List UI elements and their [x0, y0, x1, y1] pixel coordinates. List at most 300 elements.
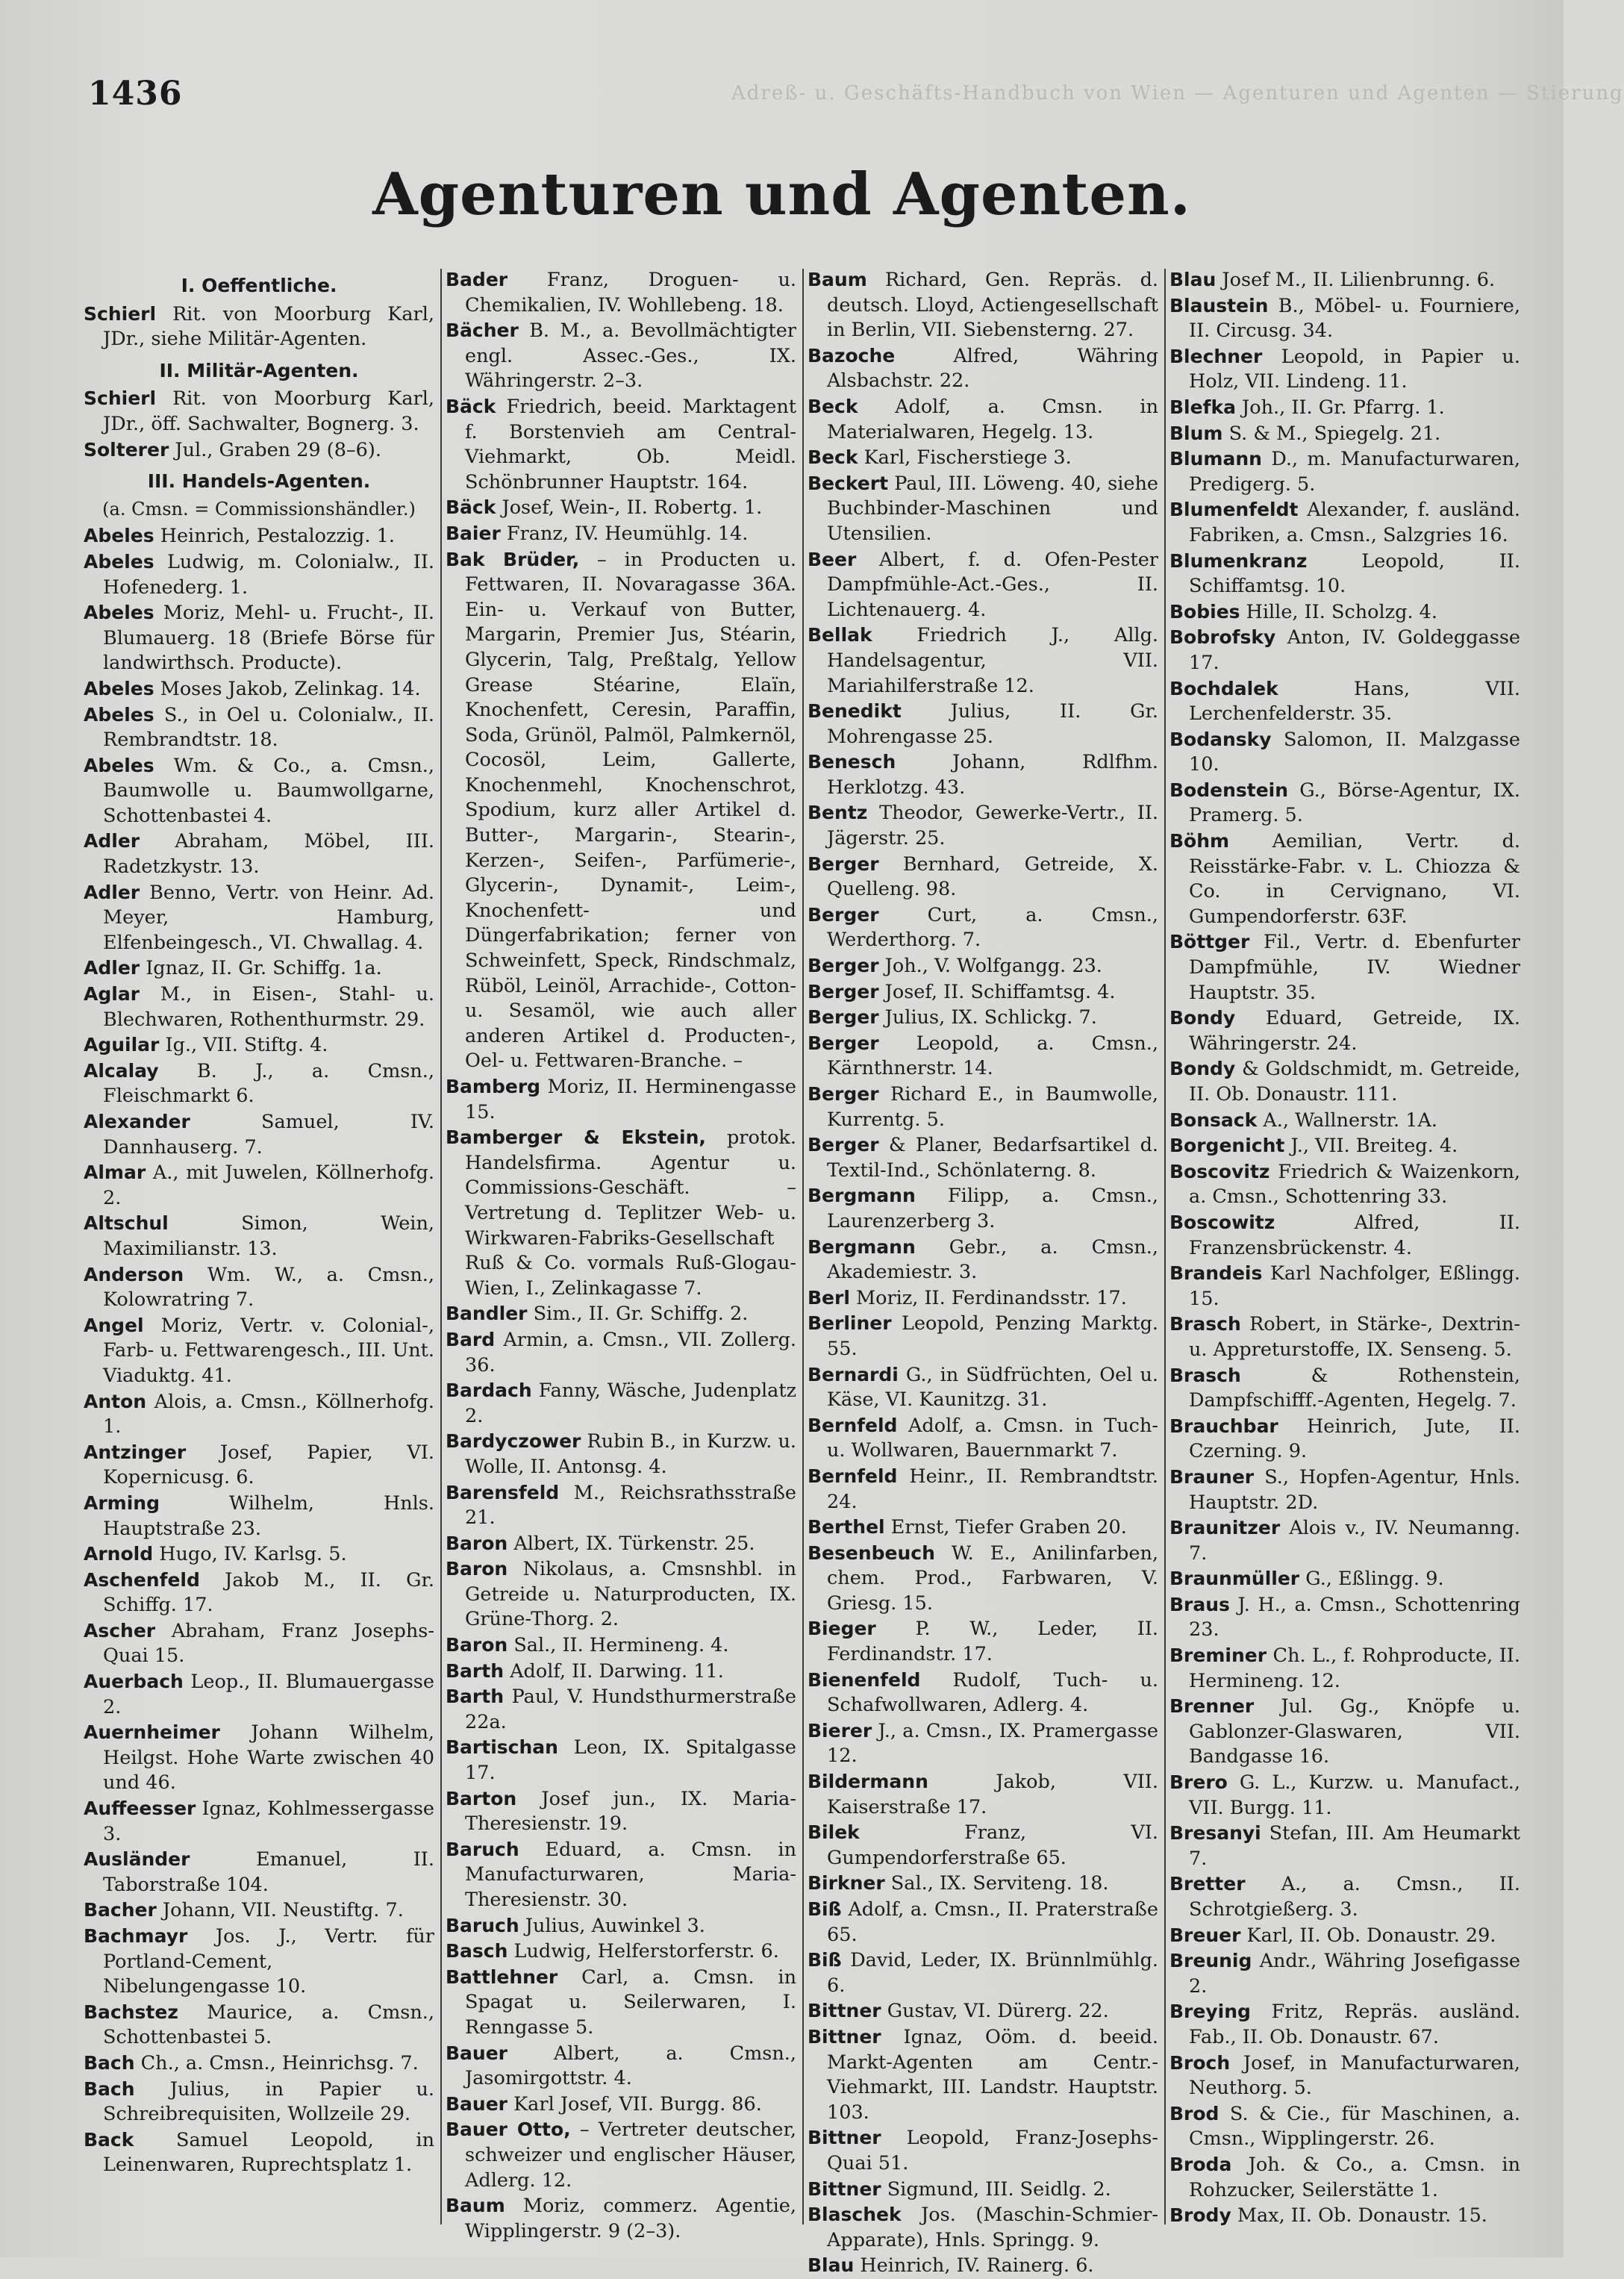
- directory-entry: [1169, 1133, 1520, 1159]
- entry-name: Beckert: [808, 472, 889, 494]
- entry-details: Franz, IV. Heumühlg. 14.: [500, 522, 749, 545]
- entry-details: B., Möbel- u. Fourniere, II. Circusg. 34.: [1189, 294, 1520, 343]
- directory-entry: [808, 699, 1158, 749]
- entry-details: Josef, Wein-, II. Robertg. 1.: [496, 496, 763, 520]
- entry-details: Paul, V. Hundsthurmerstraße 22a.: [465, 1686, 796, 1733]
- entry-details: Joh., II. Gr. Pfarrg. 1.: [1235, 396, 1445, 419]
- directory-entry: [808, 1769, 1158, 1820]
- directory-entry: [84, 1541, 434, 1568]
- entry-name: Bonsack: [1169, 1109, 1258, 1131]
- entry-name: Blumann: [1169, 448, 1262, 470]
- entry-name: Broda: [1169, 2153, 1232, 2175]
- entry-details: Salomon, II. Malzgasse 10.: [1189, 728, 1520, 776]
- directory-entry: [84, 1568, 434, 1618]
- directory-entry: [84, 982, 434, 1032]
- entry-name: Bäck: [446, 395, 496, 417]
- entry-name: Brauner: [1169, 1465, 1255, 1488]
- entry-name: Barth: [446, 1686, 505, 1708]
- entry-details: Sal., IX. Serviteng. 18.: [884, 1872, 1109, 1895]
- directory-entry: [446, 1633, 796, 1659]
- entry-name: Arnold: [84, 1543, 154, 1565]
- entry-name: Breuer: [1169, 1924, 1241, 1946]
- directory-entry: [808, 1871, 1158, 1897]
- directory-entry: [1169, 1999, 1520, 2050]
- entry-name: Baier: [446, 522, 501, 544]
- directory-entry: [1169, 1465, 1520, 1515]
- entry-name: Beck: [808, 395, 858, 417]
- entry-name: Abeles: [84, 525, 154, 547]
- directory-entry: [1169, 1006, 1520, 1056]
- directory-entry: [1169, 778, 1520, 829]
- directory-entry: [446, 2193, 796, 2244]
- entry-details: Fritz, Repräs. ausländ. Fab., II. Ob. Donaustr. 67.: [1189, 2001, 1520, 2048]
- entry-details: Robert, in Stärke-, Dextrin- u. Appreturstoffe, IX. Senseng. 5.: [1189, 1313, 1520, 1361]
- entry-details: D., m. Manufacturwaren, Predigerg. 5.: [1189, 448, 1520, 496]
- directory-entry: [1169, 1515, 1520, 1566]
- directory-entry: [84, 1032, 434, 1059]
- directory-entry: [808, 1897, 1158, 1948]
- entry-details: Franz, VI. Gumpendorferstraße 65.: [827, 1821, 1158, 1869]
- entry-details: Johann Wilhelm, Heilgst. Hohe Warte zwischen 40 und 46.: [103, 1721, 434, 1795]
- entry-name: Berger: [808, 980, 879, 1003]
- entry-details: J., VII. Breiteg. 4.: [1284, 1135, 1458, 1158]
- entry-details: G., Börse-Agentur, IX. Pramerg. 5.: [1189, 779, 1520, 827]
- directory-entry: [1169, 2051, 1520, 2101]
- directory-entry: [1169, 676, 1520, 727]
- directory-entry: [808, 1515, 1158, 1541]
- directory-entry: [808, 2125, 1158, 2176]
- entry-name: Biß: [808, 1898, 842, 1920]
- directory-entry: [1169, 599, 1520, 626]
- directory-entry: [1169, 1108, 1520, 1134]
- entry-details: Rit. von Moorburg Karl, JDr., siehe Militär-Agenten.: [103, 302, 434, 351]
- directory-entry: [808, 267, 1158, 343]
- entry-name: Abeles: [84, 550, 154, 573]
- entry-name: Altschul: [84, 1212, 169, 1235]
- entry-name: Bondy: [1169, 1058, 1236, 1080]
- entry-name: Baum: [808, 269, 867, 290]
- directory-entry: [808, 471, 1158, 547]
- directory-entry: [84, 1491, 434, 1541]
- entry-name: Brod: [1169, 2102, 1219, 2124]
- directory-entry: [1169, 1821, 1520, 1871]
- entry-name: Antzinger: [84, 1441, 187, 1463]
- directory-entry: [1169, 1414, 1520, 1465]
- entry-name: Berliner: [808, 1312, 892, 1335]
- entry-details: Carl, a. Cmsn. in Spagat u. Seilerwaren, I. Renngasse 5.: [465, 1965, 796, 2039]
- directory-entry: [1169, 727, 1520, 778]
- entry-name: Bacher: [84, 1899, 157, 1921]
- entry-details: Karl Josef, VII. Burgg. 86.: [508, 2092, 762, 2116]
- directory-entry: [1169, 497, 1520, 548]
- entry-name: Berger: [808, 903, 879, 926]
- entry-details: Wilhelm, Hnls. Hauptstraße 23.: [103, 1491, 434, 1540]
- entry-name: Abeles: [84, 703, 154, 726]
- entry-details: Hille, II. Scholzg. 4.: [1240, 600, 1437, 623]
- directory-entry: [84, 2051, 434, 2077]
- entry-details: W. E., Anilinfarben, chem. Prod., Farbwaren, V. Griesg. 15.: [827, 1541, 1158, 1615]
- entry-name: Bittner: [808, 2025, 881, 2048]
- directory-entry: [808, 1464, 1158, 1515]
- directory-entry: [84, 2077, 434, 2127]
- directory-entry: [84, 1924, 434, 2000]
- directory-entry: [446, 1531, 796, 1557]
- entry-name: Bondy: [1169, 1007, 1236, 1029]
- directory-entry: [1169, 395, 1520, 421]
- directory-entry: [446, 1378, 796, 1429]
- entry-name: Basch: [446, 1940, 508, 1962]
- entry-details: Ignaz, Kohlmessergasse 3.: [103, 1798, 434, 1845]
- entry-name: Bardyczower: [446, 1430, 581, 1453]
- entry-name: Breminer: [1169, 1644, 1267, 1667]
- entry-name: Brody: [1169, 2204, 1231, 2227]
- directory-entry: [446, 1301, 796, 1327]
- entry-name: Aguilar: [84, 1034, 160, 1056]
- directory-entry: [446, 1074, 796, 1125]
- entry-name: Besenbeuch: [808, 1541, 935, 1564]
- entry-details: & Goldschmidt, m. Getreide, II. Ob. Donaustr. 111.: [1189, 1058, 1520, 1106]
- entry-details: Fanny, Wäsche, Judenplatz 2.: [465, 1379, 796, 1427]
- entry-details: Ch., a. Cmsn., Heinrichsg. 7.: [134, 2051, 419, 2074]
- entry-details: Bernhard, Getreide, X. Quelleng. 98.: [827, 852, 1158, 901]
- entry-details: J. H., a. Cmsn., Schottenring 23.: [1189, 1593, 1520, 1642]
- directory-entry: [446, 1913, 796, 1939]
- entry-details: Albert, IX. Türkenstr. 25.: [508, 1532, 755, 1555]
- directory-entry: [84, 1898, 434, 1924]
- entry-details: Ch. L., f. Rohproducte, II. Hermineng. 12.: [1189, 1644, 1520, 1692]
- directory-entry: [446, 1480, 796, 1531]
- directory-entry: [1169, 1643, 1520, 1694]
- entry-details: Sal., II. Hermineng. 4.: [508, 1634, 729, 1657]
- entry-details: A., mit Juwelen, Köllnerhofg. 2.: [103, 1162, 434, 1209]
- entry-name: Bachstez: [84, 2001, 178, 2023]
- entry-name: Adler: [84, 957, 140, 979]
- entry-details: Friedrich & Waizenkorn, a. Cmsn., Schottenring 33.: [1189, 1160, 1520, 1209]
- entry-name: Bobies: [1169, 600, 1240, 623]
- entry-details: Gebr., a. Cmsn., Akademiestr. 3.: [827, 1235, 1158, 1284]
- entry-name: Almar: [84, 1162, 146, 1184]
- entry-name: Böttger: [1169, 931, 1250, 953]
- entry-details: Joh., V. Wolfgangg. 23.: [878, 955, 1102, 978]
- directory-entry: [1169, 293, 1520, 344]
- entry-details: – in Producten u. Fettwaren, II. Novaragasse 36A. Ein- u. Verkauf von Butter, Margarin, Premier Jus, Stéarin, Glycerin, Talg, Preßtalg, Yellow Grease Stéarine, Elaïn, Knochenfett, Ceresin, Paraffin, Soda, Grünöl, Palmöl, Palmkernöl, Cocosöl, Leim, Gallerte, Knochenmehl, Knochenschrot, Spodium, kurz aller Artikel d. Butter-, Margarin-, Stearin-, Kerzen-, Seifen-, Parfümerie-, Glycerin-, Dynamit-, Leim-, Knochenfett- und Düngerfabrikation; ferner von Schweinfett, Speck, Rindschmalz, Rüböl, Leinöl, Arrachide-, Cotton- u. Sesamöl, wie auch aller anderen Artikel d. Producten-, Oel- u. Fettwaren-Branche. –: [465, 548, 796, 1073]
- entry-name: Ausländer: [84, 1848, 190, 1871]
- entry-name: Bardach: [446, 1379, 532, 1402]
- entry-details: Wm. & Co., a. Cmsn., Baumwolle u. Baumwollgarne, Schottenbastei 4.: [103, 754, 434, 827]
- directory-entry: [84, 2000, 434, 2051]
- entry-name: Benedikt: [808, 700, 902, 723]
- entry-name: Bobrofsky: [1169, 626, 1276, 649]
- entry-name: Bamberg: [446, 1076, 541, 1097]
- entry-details: Maurice, a. Cmsn., Schottenbastei 5.: [103, 2001, 434, 2049]
- entry-details: Filipp, a. Cmsn., Laurenzerberg 3.: [827, 1185, 1158, 1232]
- entry-details: Moriz, II. Ferdinandsstr. 17.: [849, 1286, 1127, 1309]
- entry-name: Barth: [446, 1659, 505, 1682]
- directory-entry: [84, 1618, 434, 1669]
- entry-name: Bard: [446, 1328, 496, 1350]
- directory-entry: [808, 1413, 1158, 1464]
- entry-name: Blechner: [1169, 345, 1263, 367]
- directory-entry: [1169, 2101, 1520, 2152]
- entry-name: Bak Brüder,: [446, 548, 580, 570]
- column-3: [808, 267, 1158, 2278]
- directory-entry: [808, 547, 1158, 623]
- directory-entry: [808, 1005, 1158, 1031]
- entry-name: Adler: [84, 830, 140, 852]
- entry-details: Leopold, in Papier u. Holz, VII. Lindeng. 11.: [1189, 345, 1520, 393]
- entry-name: Bandler: [446, 1303, 528, 1325]
- entry-name: Alcalay: [84, 1059, 159, 1082]
- entry-name: Braus: [1169, 1593, 1230, 1615]
- entry-name: Beer: [808, 548, 857, 570]
- entry-name: Bienenfeld: [808, 1668, 921, 1691]
- entry-details: Josef jun., IX. Maria-Theresienstr. 19.: [465, 1787, 796, 1836]
- entry-name: Brenner: [1169, 1695, 1255, 1718]
- entry-details: A., a. Cmsn., II. Schrotgießerg. 3.: [1189, 1873, 1520, 1921]
- entry-details: M., in Eisen-, Stahl- u. Blechwaren, Rothenthurmstr. 29.: [103, 983, 434, 1031]
- entry-name: Baruch: [446, 1838, 519, 1860]
- entry-details: Ignaz, Oöm. d. beeid. Markt-Agenten am Centr.-Viehmarkt, III. Landstr. Hauptstr. 103.: [827, 2025, 1158, 2124]
- entry-details: P. W., Leder, II. Ferdinandstr. 17.: [827, 1618, 1158, 1666]
- directory-entry: [446, 1939, 796, 1965]
- directory-entry: [808, 1031, 1158, 1082]
- entry-details: Rudolf, Tuch- u. Schafwollwaren, Adlerg. 4.: [827, 1668, 1158, 1717]
- entry-name: Abeles: [84, 602, 154, 624]
- entry-details: Eduard, a. Cmsn. in Manufacturwaren, Maria-Theresienstr. 30.: [465, 1838, 796, 1911]
- directory-entry: [808, 2177, 1158, 2203]
- directory-entry: [1169, 1566, 1520, 1592]
- entry-name: Blumenkranz: [1169, 549, 1308, 572]
- entry-details: Eduard, Getreide, IX. Währingerstr. 24.: [1189, 1007, 1520, 1055]
- directory-entry: [1169, 1056, 1520, 1107]
- entry-name: Bachmayr: [84, 1925, 188, 1947]
- entry-details: B. M., a. Bevollmächtigter engl. Assec.-Ges., IX. Währingerstr. 2–3.: [465, 319, 796, 393]
- entry-name: Battlehner: [446, 1965, 558, 1988]
- entry-details: Richard, Gen. Repräs. d. deutsch. Lloyd, Actiengesellschaft in Berlin, VII. Siebensterng. 27.: [827, 269, 1158, 342]
- entry-details: Curt, a. Cmsn., Werderthorg. 7.: [827, 903, 1158, 952]
- column-1: [84, 267, 434, 2230]
- entry-name: Brasch: [1169, 1364, 1241, 1386]
- directory-entry: [446, 1965, 796, 2041]
- entry-details: Heinrich, Jute, II. Czerning. 9.: [1189, 1415, 1520, 1463]
- directory-entry: [84, 676, 434, 702]
- entry-details: Ludwig, m. Colonialw., II. Hofenederg. 1.: [103, 550, 434, 599]
- entry-details: Julius, in Papier u. Schreibrequisiten, Wollzeile 29.: [103, 2077, 434, 2126]
- entry-details: Benno, Vertr. von Heinr. Ad. Meyer, Hamburg, Elfenbeingesch., VI. Chwallag. 4.: [103, 881, 434, 954]
- entry-details: Karl Nachfolger, Eßlingg. 15.: [1189, 1262, 1520, 1310]
- entry-details: Anton, IV. Goldeggasse 17.: [1189, 626, 1520, 674]
- entry-name: Blum: [1169, 422, 1223, 444]
- directory-entry: [446, 267, 796, 318]
- entry-details: Heinrich, IV. Rainerg. 6.: [854, 2254, 1094, 2278]
- entry-details: Adolf, II. Darwing. 11.: [504, 1659, 724, 1683]
- entry-details: S. & Cie., für Maschinen, a. Cmsn., Wipplingerstr. 26.: [1189, 2102, 1520, 2151]
- entry-details: Moriz, Mehl- u. Frucht-, II. Blumauerg. 18 (Briefe Börse für landwirthsch. Producte).: [103, 602, 434, 675]
- entry-name: Bentz: [808, 802, 868, 824]
- entry-name: Brandeis: [1169, 1262, 1263, 1285]
- entry-name: Bergmann: [808, 1185, 916, 1207]
- column-4: [1169, 267, 1520, 2230]
- directory-entry: [1169, 267, 1520, 293]
- abbreviation-note: (a. Cmsn. = Commissionshändler.): [102, 498, 416, 520]
- directory-entry: [808, 1948, 1158, 1998]
- directory-entry: [808, 953, 1158, 979]
- entry-details: Franz, Droguen- u. Chemikalien, IV. Wohllebeng. 18.: [465, 269, 796, 317]
- directory-entry: [1169, 1159, 1520, 1210]
- directory-entry: [808, 1541, 1158, 1617]
- entry-details: Wm. W., a. Cmsn., Kolowratring 7.: [103, 1263, 434, 1312]
- entry-details: Albert, a. Cmsn., Jasomirgottstr. 4.: [465, 2042, 796, 2090]
- entry-details: Theodor, Gewerke-Vertr., II. Jägerstr. 25.: [827, 802, 1158, 850]
- entry-name: Beck: [808, 446, 858, 469]
- directory-entry: [1169, 1210, 1520, 1261]
- directory-entry: [1169, 2203, 1520, 2229]
- entry-name: Bittner: [808, 2177, 881, 2200]
- entry-details: S., Hopfen-Agentur, Hnls. Hauptstr. 2D.: [1189, 1465, 1520, 1514]
- entry-name: Bodenstein: [1169, 779, 1289, 801]
- entry-details: Jakob, VII. Kaiserstraße 17.: [827, 1771, 1158, 1818]
- entry-name: Berger: [808, 852, 879, 875]
- entry-details: Stefan, III. Am Heumarkt 7.: [1189, 1822, 1520, 1870]
- entry-name: Braunitzer: [1169, 1517, 1281, 1539]
- directory-entry: [446, 1125, 796, 1301]
- entry-name: Bernfeld: [808, 1465, 898, 1487]
- directory-entry: [808, 979, 1158, 1006]
- entry-details: Julius, Auwinkel 3.: [519, 1914, 705, 1937]
- directory-entry: [808, 1718, 1158, 1769]
- directory-entry: [446, 2041, 796, 2092]
- directory-entry: [808, 2253, 1158, 2279]
- directory-entry: [808, 902, 1158, 953]
- directory-entry: [808, 1183, 1158, 1234]
- entry-details: Moriz, II. Herminengasse 15.: [465, 1076, 796, 1123]
- entry-details: Samuel Leopold, in Leinenwaren, Ruprechtsplatz 1.: [103, 2128, 434, 2177]
- directory-entry: [446, 1556, 796, 1633]
- entry-details: Rubin B., in Kurzw. u. Wolle, II. Antonsg. 4.: [465, 1430, 796, 1478]
- entry-details: Leon, IX. Spitalgasse 17.: [465, 1736, 796, 1785]
- entry-details: Josef M., II. Lilienbrunng. 6.: [1216, 269, 1496, 291]
- entry-name: Birkner: [808, 1872, 885, 1895]
- directory-entry: [446, 394, 796, 495]
- directory-entry: [808, 1132, 1158, 1183]
- entry-details: G., in Südfrüchten, Oel u. Käse, VI. Kaunitzg. 31.: [827, 1363, 1158, 1412]
- entry-name: Barton: [446, 1787, 517, 1809]
- entry-details: Josef, in Manufacturwaren, Neuthorg. 5.: [1189, 2051, 1520, 2100]
- directory-entry: [808, 1362, 1158, 1413]
- directory-entry: [808, 1998, 1158, 2024]
- directory-entry: [84, 1313, 434, 1389]
- directory-entry: [808, 1235, 1158, 1285]
- entry-name: Bauer: [446, 2092, 508, 2115]
- directory-entry: [84, 523, 434, 549]
- entry-details: Paul, III. Löweng. 40, siehe Buchbinder-Maschinen und Utensilien.: [827, 472, 1158, 545]
- entry-name: Bittner: [808, 2000, 881, 2022]
- directory-entry: [84, 1211, 434, 1262]
- entry-details: Alfred, Währing Alsbachstr. 22.: [827, 344, 1158, 393]
- entry-name: Bildermann: [808, 1771, 928, 1793]
- entry-details: Julius, II. Gr. Mohrengasse 25.: [827, 700, 1158, 748]
- entry-name: Baron: [446, 1558, 508, 1580]
- directory-entry: [84, 386, 434, 437]
- directory-entry: [84, 1059, 434, 1109]
- entry-details: J., a. Cmsn., IX. Pramergasse 12.: [827, 1719, 1158, 1768]
- entry-details: M., Reichsrathsstraße 21.: [465, 1481, 796, 1530]
- directory-entry: [84, 1160, 434, 1211]
- entry-name: Breunig: [1169, 1950, 1252, 1972]
- entry-name: Bodansky: [1169, 728, 1272, 750]
- entry-details: Ludwig, Helferstorferstr. 6.: [508, 1940, 779, 1963]
- entry-name: Auerbach: [84, 1671, 184, 1693]
- directory-entry: [808, 800, 1158, 851]
- entry-name: Abeles: [84, 677, 154, 699]
- entry-name: Berl: [808, 1286, 850, 1309]
- directory-entry: [446, 1786, 796, 1837]
- entry-details: Abraham, Möbel, III. Radetzkystr. 13.: [103, 830, 434, 879]
- directory-entry: [84, 1389, 434, 1440]
- section-heading: III. Handels-Agenten.: [147, 470, 371, 493]
- directory-entry: [84, 702, 434, 753]
- entry-details: – Vertreter deutscher, schweizer und englischer Häuser, Adlerg. 12.: [465, 2119, 796, 2192]
- entry-name: Bochdalek: [1169, 677, 1278, 699]
- entry-details: Josef, Papier, VI. Kopernicusg. 6.: [103, 1441, 434, 1489]
- entry-details: Josef, II. Schiffamtsg. 4.: [878, 980, 1116, 1003]
- directory-entry: [84, 1847, 434, 1898]
- entry-name: Bierer: [808, 1719, 872, 1742]
- entry-details: Alois, a. Cmsn., Köllnerhofg. 1.: [103, 1390, 434, 1438]
- entry-details: Armin, a. Cmsn., VII. Zollerg. 36.: [465, 1328, 796, 1377]
- entry-details: Adolf, a. Cmsn. in Materialwaren, Hegelg. 13.: [827, 395, 1158, 443]
- directory-entry: [808, 1285, 1158, 1312]
- directory-entry: [84, 829, 434, 879]
- directory-entry: [446, 1837, 796, 1913]
- entry-name: Bresanyi: [1169, 1822, 1261, 1845]
- directory-entry: [1169, 929, 1520, 1006]
- entry-name: Bilek: [808, 1821, 860, 1844]
- entry-name: Alexander: [84, 1111, 190, 1132]
- entry-details: Johann, VII. Neustiftg. 7.: [156, 1899, 404, 1922]
- entry-details: Leopold, Penzing Marktg. 55.: [827, 1312, 1158, 1360]
- entry-details: & Planer, Bedarfsartikel d. Textil-Ind., Schönlaterng. 8.: [827, 1134, 1158, 1182]
- entry-name: Aschenfeld: [84, 1568, 200, 1591]
- entry-name: Schierl: [84, 387, 157, 410]
- entry-name: Bamberger & Ekstein,: [446, 1126, 706, 1149]
- entry-name: Blaschek: [808, 2204, 902, 2226]
- directory-entry: [1169, 1770, 1520, 1821]
- entry-details: Heinr., II. Rembrandtstr. 24.: [827, 1465, 1158, 1513]
- directory-entry: [1169, 1694, 1520, 1770]
- directory-entry: [446, 521, 796, 547]
- entry-details: Hugo, IV. Karlsg. 5.: [153, 1543, 347, 1566]
- directory-entry: [808, 852, 1158, 902]
- entry-details: Alfred, II. Franzensbrückenstr. 4.: [1189, 1211, 1520, 1259]
- entry-details: Joh. & Co., a. Cmsn. in Rohzucker, Seilerstätte 1.: [1189, 2153, 1520, 2201]
- entry-name: Anton: [84, 1390, 147, 1412]
- entry-name: Bauer: [446, 2042, 508, 2064]
- entry-name: Blaustein: [1169, 294, 1269, 317]
- directory-entry: [84, 1262, 434, 1313]
- entry-details: Sim., II. Gr. Schiffg. 2.: [527, 1303, 749, 1326]
- directory-entry: [808, 1820, 1158, 1871]
- directory-entry: [84, 1109, 434, 1160]
- entry-name: Berger: [808, 1032, 879, 1054]
- entry-details: Johann, Rdlfhm. Herklotzg. 43.: [827, 751, 1158, 799]
- entry-details: Ig., VII. Stiftg. 4.: [159, 1034, 328, 1057]
- entry-details: protok. Handelsfirma. Agentur u. Commissions-Geschäft. – Vertretung d. Teplitzer Web- u. Wirkwaren-Fabriks-Gesellschaft Ruß & Co. vormals Ruß-Glogau-Wien, I., Zelinkagasse 7.: [465, 1126, 796, 1300]
- directory-entry: [808, 1082, 1158, 1132]
- entry-details: Adolf, a. Cmsn. in Tuch- u. Wollwaren, Bauernmarkt 7.: [827, 1414, 1158, 1462]
- entry-name: Brero: [1169, 1771, 1228, 1794]
- entry-details: Gustav, VI. Dürerg. 22.: [881, 2000, 1109, 2023]
